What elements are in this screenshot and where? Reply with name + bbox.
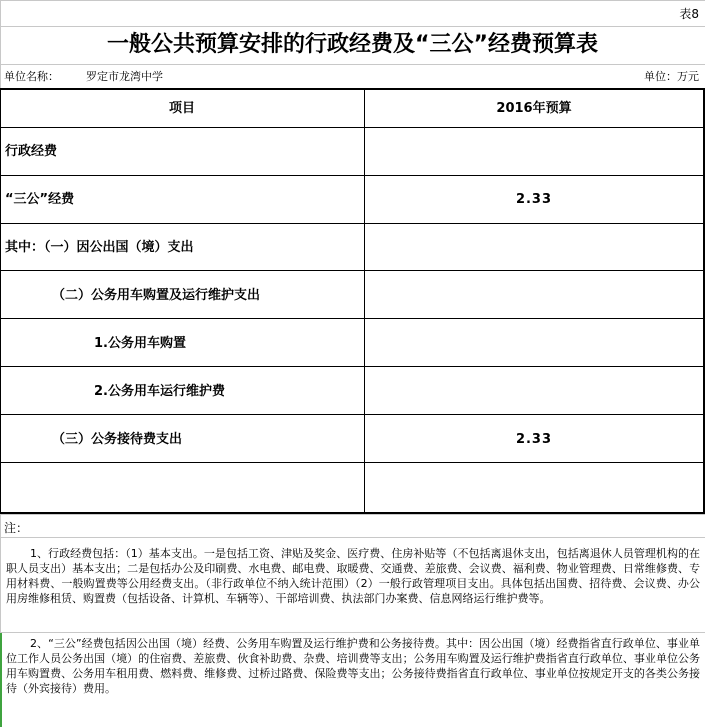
currency-unit: 单位：万元 xyxy=(644,70,699,83)
table-top-border xyxy=(0,88,705,90)
grid-row-note1 xyxy=(0,537,705,538)
table-line xyxy=(0,223,705,224)
unit-name-label: 单位名称： xyxy=(4,70,59,83)
table-line xyxy=(0,270,705,271)
selection-marker xyxy=(0,633,2,727)
table-bottom-border xyxy=(0,512,705,514)
grid-row-note2 xyxy=(0,632,705,633)
row-vehicle-purchase-label: 1.公务用车购置 xyxy=(94,336,186,351)
table-line xyxy=(0,318,705,319)
row-three-public-value: 2.33 xyxy=(515,192,553,207)
notes-label: 注： xyxy=(4,521,29,535)
grid-top xyxy=(0,0,705,1)
header-item: 项目 xyxy=(168,101,195,116)
grid-row2 xyxy=(0,64,705,65)
table-line xyxy=(0,366,705,367)
row-vehicle-maintenance-label: 2.公务用车运行维护费 xyxy=(94,384,225,399)
grid-row1 xyxy=(0,26,705,27)
header-budget-2016: 2016年预算 xyxy=(496,101,572,116)
table-line xyxy=(0,127,705,128)
table-line xyxy=(0,414,705,415)
table-line xyxy=(0,175,705,176)
table-left-border xyxy=(0,88,1,514)
grid-row-notes xyxy=(0,514,705,515)
row-overseas-travel-label: 其中：（一）因公出国（境）支出 xyxy=(5,240,194,255)
unit-name-value: 罗定市龙湾中学 xyxy=(86,70,163,83)
page-title: 一般公共预算安排的行政经费及“三公”经费预算表 xyxy=(107,32,598,57)
note-1: 1、行政经费包括：（1）基本支出。一是包括工资、津贴及奖金、医疗费、住房补贴等（不包括离退休支出，包括离退休人员管理机构的在职人员支出）基本支出；二是包括办公及印刷费、水电费、邮电费、取暖费、交通费、差旅费、会议费、福利费、物业管理费、日常维修费、专用材料费、一般购置费等公用经费支出。（非行政单位不纳入统计范围）（2）一般行政管理项目支出。具体包括出国费、招待费、会议费、办公用房维修租赁、购置费（包括设备、计算机、车辆等）、干部培训费、执法部门办案费、信息网络运行维护费等。 xyxy=(6,547,700,605)
table-line xyxy=(0,462,705,463)
row-vehicle-label: （二）公务用车购置及运行维护支出 xyxy=(52,288,261,303)
note-2: 2、“三公”经费包括因公出国（境）经费、公务用车购置及运行维护费和公务接待费。其中：因公出国（境）经费指省直行政单位、事业单位工作人员公务出国（境）的住宿费、差旅费、伙食补助费、杂费、培训费等支出；公务用车购置及运行维护费指省直行政单位、事业单位公务用车购置费、公务用车租用费、燃料费、维修费、过桥过路费、保险费等支出；公务接待费指省直行政单位、事业单位按规定开支的各类公务接待（外宾接待）费用。 xyxy=(6,637,700,695)
row-admin-expenses-label: 行政经费 xyxy=(5,144,58,159)
row-reception-label: （三）公务接待费支出 xyxy=(52,432,183,447)
sheet-tag: 表8 xyxy=(679,7,699,21)
row-three-public-label: “三公”经费 xyxy=(5,192,75,207)
table-column-divider xyxy=(364,88,365,514)
row-reception-value: 2.33 xyxy=(515,432,553,447)
